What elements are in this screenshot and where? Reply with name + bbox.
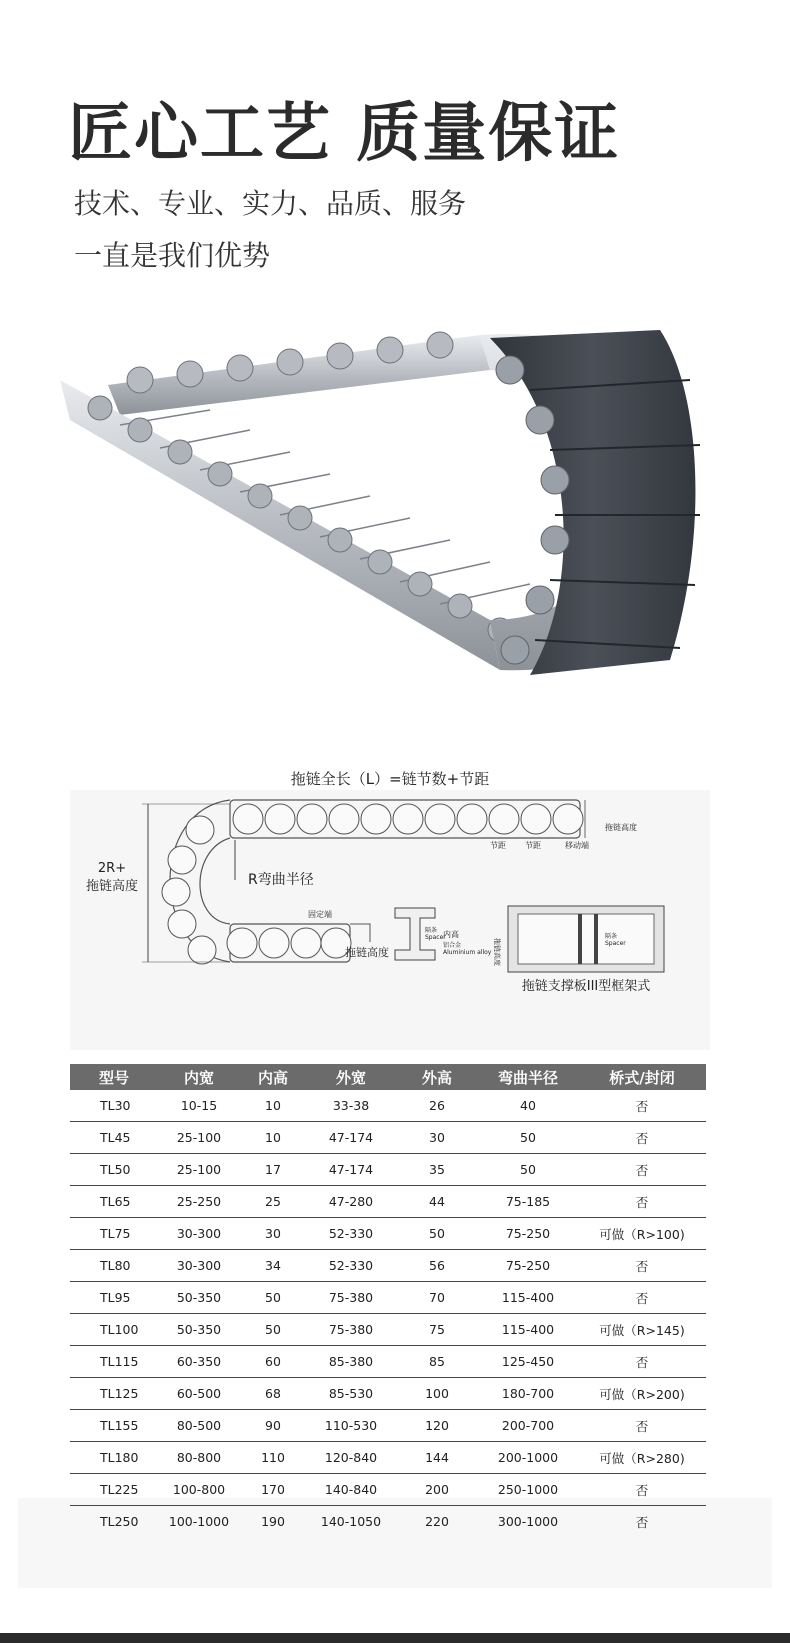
table-row [70, 1474, 706, 1506]
table-cell: 30-300 [158, 1218, 240, 1250]
table-cell: 190 [261, 1514, 285, 1529]
table-cell: 180-700 [478, 1378, 578, 1410]
table-row [70, 1218, 706, 1250]
left-label-line1: 2R+ [97, 861, 127, 876]
table-cell: 否 [578, 1250, 706, 1282]
table-cell: TL250 [100, 1514, 139, 1529]
table-cell: 26 [396, 1090, 478, 1122]
table-cell: 50-350 [158, 1314, 240, 1346]
table-cell: 220 [425, 1514, 449, 1529]
drag-chain-photo [60, 330, 720, 710]
pitch-label-1: 节距 [490, 841, 506, 850]
table-cell: 200-1000 [478, 1442, 578, 1474]
table-cell: 70 [396, 1282, 478, 1314]
table-cell: 75-380 [306, 1314, 396, 1346]
table-cell: 25-100 [158, 1154, 240, 1186]
table-cell: 100 [396, 1378, 478, 1410]
table-cell: 10-15 [158, 1090, 240, 1122]
right-spacer-en: Spacer [605, 940, 626, 947]
table-cell: 10 [240, 1122, 306, 1154]
frame-type-caption: 拖链支撑板III型框架式 [521, 979, 651, 994]
table-cell: 140-840 [306, 1474, 396, 1506]
table-cell: 47-174 [306, 1122, 396, 1154]
table-cell: TL95 [70, 1282, 158, 1314]
table-cell: 否 [578, 1282, 706, 1314]
table-cell: 30 [240, 1218, 306, 1250]
table-cell: TL125 [70, 1378, 158, 1410]
table-row [70, 1250, 706, 1282]
table-cell: 110-530 [306, 1410, 396, 1442]
table-cell: 85-380 [306, 1346, 396, 1378]
table-cell: 200-700 [478, 1410, 578, 1442]
table-cell: 47-280 [306, 1186, 396, 1218]
table-cell: 80-800 [158, 1442, 240, 1474]
table-cell: 75 [396, 1314, 478, 1346]
table-row [70, 1346, 706, 1378]
table-cell: 100-1000 [168, 1514, 230, 1529]
spec-table-header [70, 1064, 706, 1090]
table-cell: 30 [396, 1122, 478, 1154]
table-cell: 250-1000 [478, 1474, 578, 1506]
table-cell: 否 [635, 1514, 649, 1530]
bend-radius-label: R弯曲半径 [248, 872, 314, 888]
table-cell: 120-840 [306, 1442, 396, 1474]
table-cell: 25-250 [158, 1186, 240, 1218]
table-cell: 115-400 [478, 1314, 578, 1346]
table-cell: 50 [396, 1218, 478, 1250]
table-cell: 170 [240, 1474, 306, 1506]
table-cell: TL50 [70, 1154, 158, 1186]
table-cell: 90 [240, 1410, 306, 1442]
table-cell: TL115 [70, 1346, 158, 1378]
table-cell: 60-350 [158, 1346, 240, 1378]
table-row [70, 1506, 706, 1538]
table-row [70, 1122, 706, 1154]
left-label-line2: 拖链高度 [85, 879, 139, 894]
table-cell: 否 [578, 1186, 706, 1218]
table-row [70, 1410, 706, 1442]
table-cell: 52-330 [306, 1218, 396, 1250]
table-cell: 50 [240, 1282, 306, 1314]
table-row [70, 1282, 706, 1314]
table-cell: 可做（R>100) [578, 1218, 706, 1250]
table-cell: 75-250 [478, 1218, 578, 1250]
table-cell: 80-500 [158, 1410, 240, 1442]
col-header-inner-width: 内宽 [158, 1064, 240, 1090]
alloy-en: Aluminium alloy [443, 949, 492, 956]
table-cell: 40 [478, 1090, 578, 1122]
table-cell: 44 [396, 1186, 478, 1218]
diagram-formula: 拖链全长（L）=链节数+节距 [290, 770, 490, 788]
chain-height-tag: 拖链高度 [605, 823, 637, 832]
table-cell: TL30 [70, 1090, 158, 1122]
table-cell: TL180 [70, 1442, 158, 1474]
pitch-label-2: 节距 [525, 841, 541, 850]
spacer-en: Spacer [425, 934, 446, 941]
spacer-cn: 隔条 [425, 927, 438, 934]
diagram-drawing [70, 770, 710, 1050]
table-cell: 35 [396, 1154, 478, 1186]
table-cell: 50 [478, 1154, 578, 1186]
table-cell: TL45 [70, 1122, 158, 1154]
table-cell: 25 [240, 1186, 306, 1218]
technical-diagram [70, 770, 710, 1050]
table-cell: 300-1000 [497, 1514, 559, 1529]
table-cell: 68 [240, 1378, 306, 1410]
table-cell: TL100 [70, 1314, 158, 1346]
table-cell: TL75 [70, 1218, 158, 1250]
table-cell: 否 [578, 1122, 706, 1154]
right-spacer-cn: 隔条 [605, 933, 618, 940]
table-cell: 否 [578, 1346, 706, 1378]
table-cell: 75-380 [306, 1282, 396, 1314]
table-cell: 10 [240, 1090, 306, 1122]
table-cell: 144 [396, 1442, 478, 1474]
table-cell: 否 [578, 1474, 706, 1506]
table-cell: 否 [578, 1090, 706, 1122]
alloy-cn: 铝合金 [443, 942, 462, 949]
table-cell: 100-800 [158, 1474, 240, 1506]
subtitle-line-1: 技术、专业、实力、品质、服务 [74, 187, 467, 220]
table-row [70, 1442, 706, 1474]
table-cell: TL225 [70, 1474, 158, 1506]
table-cell: 否 [578, 1410, 706, 1442]
table-cell: 60 [240, 1346, 306, 1378]
right-height-label: 拖链高度 [493, 938, 501, 966]
table-cell: 85 [396, 1346, 478, 1378]
table-row [70, 1186, 706, 1218]
table-cell: 30-300 [158, 1250, 240, 1282]
col-header-model: 型号 [70, 1064, 158, 1090]
inner-height-label: 内高 [443, 930, 459, 939]
table-cell: 50 [478, 1122, 578, 1154]
table-cell: 可做（R>280) [578, 1442, 706, 1474]
table-cell: TL65 [70, 1186, 158, 1218]
table-cell: 56 [396, 1250, 478, 1282]
col-header-outer-width: 外宽 [306, 1064, 396, 1090]
table-cell: 34 [240, 1250, 306, 1282]
table-cell: 25-100 [158, 1122, 240, 1154]
chain-height-label: 拖链高度 [345, 946, 389, 959]
col-header-bend-radius: 弯曲半径 [478, 1064, 578, 1090]
table-cell: 75-185 [478, 1186, 578, 1218]
table-cell: 85-530 [306, 1378, 396, 1410]
table-cell: 125-450 [478, 1346, 578, 1378]
table-row [70, 1154, 706, 1186]
table-cell: 110 [240, 1442, 306, 1474]
table-cell: 50-350 [158, 1282, 240, 1314]
table-cell: 可做（R>200) [578, 1378, 706, 1410]
table-cell: 115-400 [478, 1282, 578, 1314]
table-cell: 52-330 [306, 1250, 396, 1282]
table-cell: 120 [396, 1410, 478, 1442]
table-cell: 75-250 [478, 1250, 578, 1282]
col-header-bridge-closed: 桥式/封闭 [578, 1064, 706, 1090]
table-cell: TL155 [70, 1410, 158, 1442]
bottom-bar [0, 1633, 790, 1643]
moving-end-label: 移动端 [565, 841, 589, 850]
table-row [70, 1314, 706, 1346]
fixed-end-label: 固定端 [308, 910, 332, 919]
table-cell: 140-1050 [320, 1514, 382, 1529]
col-header-inner-height: 内高 [240, 1064, 306, 1090]
table-cell: 否 [578, 1154, 706, 1186]
table-cell: 60-500 [158, 1378, 240, 1410]
spec-table-container [70, 1064, 706, 1537]
table-row [70, 1378, 706, 1410]
table-cell: 50 [240, 1314, 306, 1346]
table-cell: 200 [396, 1474, 478, 1506]
col-header-outer-height: 外高 [396, 1064, 478, 1090]
headline: 匠心工艺 质量保证 [68, 97, 621, 171]
table-row [70, 1090, 706, 1122]
spec-table-body [70, 1090, 706, 1537]
table-cell: TL80 [70, 1250, 158, 1282]
table-cell: 47-174 [306, 1154, 396, 1186]
subtitle-line-2: 一直是我们优势 [74, 239, 271, 272]
table-cell: 17 [240, 1154, 306, 1186]
table-cell: 33-38 [306, 1090, 396, 1122]
spec-table [70, 1064, 706, 1537]
table-cell: 可做（R>145) [578, 1314, 706, 1346]
